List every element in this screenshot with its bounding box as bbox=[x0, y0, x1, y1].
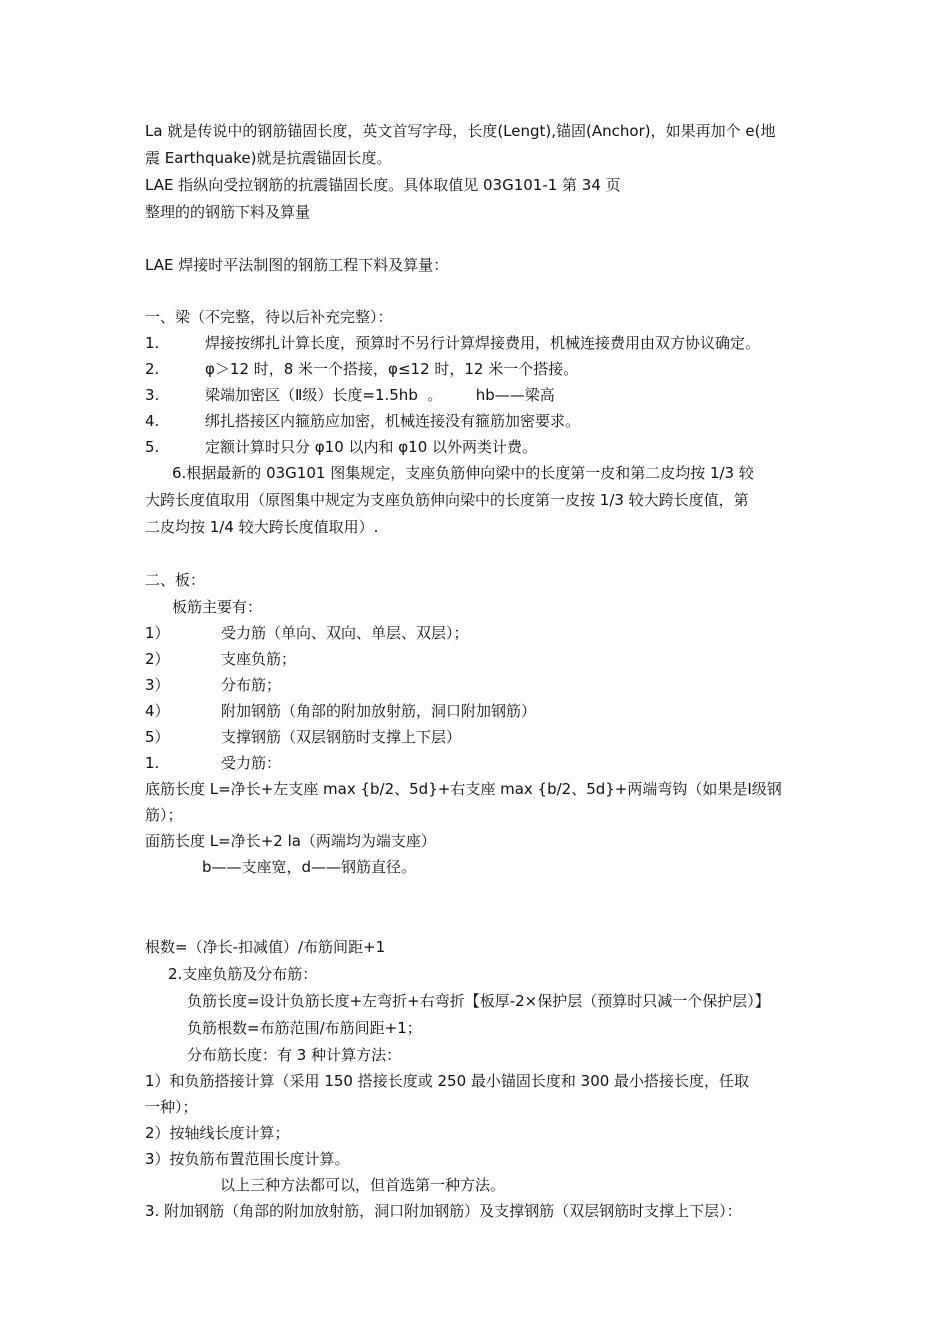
intro-line-2: 震 Earthquake)就是抗震锚固长度。 bbox=[145, 149, 392, 167]
intro-line-5: LAE 焊接时平法制图的钢筋工程下料及算量： bbox=[145, 256, 449, 274]
paragraph-6-line-2: 大跨长度值取用（原图集中规定为支座负筋伸向梁中的长度第一皮按 1/3 较大跨长度值，第 bbox=[145, 491, 749, 509]
list-item-number: 1. bbox=[145, 334, 160, 352]
list-item bbox=[145, 411, 580, 431]
list-item-text: 受力筋（单向、双向、单层、双层）； bbox=[221, 624, 469, 642]
bottom-bar-length-line-2: 筋）； bbox=[145, 806, 183, 824]
top-bar-length: 面筋长度 L=净长+2 la（两端均为端支座） bbox=[145, 832, 436, 850]
list-item-number: 4. bbox=[145, 412, 160, 430]
list-item bbox=[145, 649, 296, 669]
list-item-number: 5. bbox=[145, 438, 160, 456]
list-item bbox=[145, 437, 537, 457]
method-note: 以上三种方法都可以，但首选第一种方法。 bbox=[220, 1176, 506, 1194]
negative-bar-count: 负筋根数=布筋范围/布筋间距+1； bbox=[187, 1019, 422, 1037]
list-item-number: 3. bbox=[145, 386, 160, 404]
list-item bbox=[145, 385, 555, 405]
negative-bar-length: 负筋长度=设计负筋长度+左弯折+右弯折【板厚-2×保护层（预算时只减一个保护层）】 bbox=[187, 992, 770, 1010]
symbol-note: b——支座宽，d——钢筋直径。 bbox=[202, 858, 417, 876]
list-item-number: 1. bbox=[145, 754, 160, 772]
list-item-text: 梁端加密区（Ⅱ级）长度=1.5hb 。 hb——梁高 bbox=[205, 386, 555, 404]
list-item-number: 1） bbox=[145, 624, 170, 642]
bar-count-formula: 根数=（净长-扣减值）/布筋间距+1 bbox=[145, 938, 386, 956]
list-item-text: 绑扎搭接区内箍筋应加密，机械连接没有箍筋加密要求。 bbox=[205, 412, 581, 430]
list-item bbox=[145, 701, 536, 721]
section1-heading: 一、梁（不完整，待以后补充完整）： bbox=[145, 308, 393, 326]
list-item-number: 4） bbox=[145, 702, 170, 720]
distribution-bar-length: 分布筋长度：有 3 种计算方法： bbox=[187, 1046, 402, 1064]
list-item bbox=[145, 753, 281, 773]
list-item-text: 支座负筋； bbox=[221, 650, 297, 668]
list-item-text: 附加钢筋（角部的附加放射筋，洞口附加钢筋） bbox=[221, 702, 537, 720]
section2-subheading: 板筋主要有： bbox=[172, 598, 263, 616]
list-item-text: 定额计算时只分 φ10 以内和 φ10 以外两类计费。 bbox=[205, 438, 538, 456]
list-item-number: 5） bbox=[145, 728, 170, 746]
intro-line-3: LAE 指纵向受拉钢筋的抗震锚固长度。具体取值见 03G101-1 第 34 页 bbox=[145, 176, 621, 194]
intro-line-1: La 就是传说中的钢筋锚固长度，英文首写字母，长度(Lengt),锚固(Anchor)，如果再加个 e(地 bbox=[145, 122, 776, 140]
list-item-text: 受力筋： bbox=[221, 754, 282, 772]
list-item-text: φ＞12 时，8 米一个搭接，φ≤12 时，12 米一个搭接。 bbox=[205, 360, 579, 378]
list-item bbox=[145, 675, 281, 695]
list-item-text: 支撑钢筋（双层钢筋时支撑上下层） bbox=[221, 728, 462, 746]
list-item-number: 2. bbox=[145, 360, 160, 378]
list-item-number: 2） bbox=[145, 650, 170, 668]
list-item-number: 3） bbox=[145, 676, 170, 694]
list-item bbox=[145, 359, 578, 379]
list-item bbox=[145, 333, 760, 353]
bottom-bar-length-line-1: 底筋长度 L=净长+左支座 max {b/2、5d}+右支座 max {b/2、5d}+两端弯钩（如果是Ⅰ级钢 bbox=[145, 780, 782, 798]
method-1-line-2: 一种）； bbox=[145, 1098, 198, 1116]
paragraph-6-line-1: 6.根据最新的 03G101 图集规定，支座负筋伸向梁中的长度第一皮和第二皮均按 1/3 较 bbox=[172, 464, 754, 482]
paragraph-3-heading: 3. 附加钢筋（角部的附加放射筋，洞口附加钢筋）及支撑钢筋（双层钢筋时支撑上下层）： bbox=[145, 1202, 742, 1220]
paragraph-2-heading: 2.支座负筋及分布筋： bbox=[168, 965, 318, 983]
section2-heading: 二、板： bbox=[145, 571, 206, 589]
list-item bbox=[145, 727, 461, 747]
list-item bbox=[145, 623, 469, 643]
method-1-line-1: 1）和负筋搭接计算（采用 150 搭接长度或 250 最小锚固长度和 300 最小搭接长度，任取 bbox=[145, 1072, 750, 1090]
intro-line-4: 整理的的钢筋下料及算量 bbox=[145, 203, 311, 221]
list-item-text: 分布筋； bbox=[221, 676, 282, 694]
method-2: 2）按轴线长度计算； bbox=[145, 1124, 290, 1142]
list-item-text: 焊接按绑扎计算长度，预算时不另行计算焊接费用，机械连接费用由双方协议确定。 bbox=[205, 334, 761, 352]
method-3: 3）按负筋布置范围长度计算。 bbox=[145, 1150, 350, 1168]
paragraph-6-line-3: 二皮均按 1/4 较大跨长度值取用）. bbox=[145, 518, 379, 536]
